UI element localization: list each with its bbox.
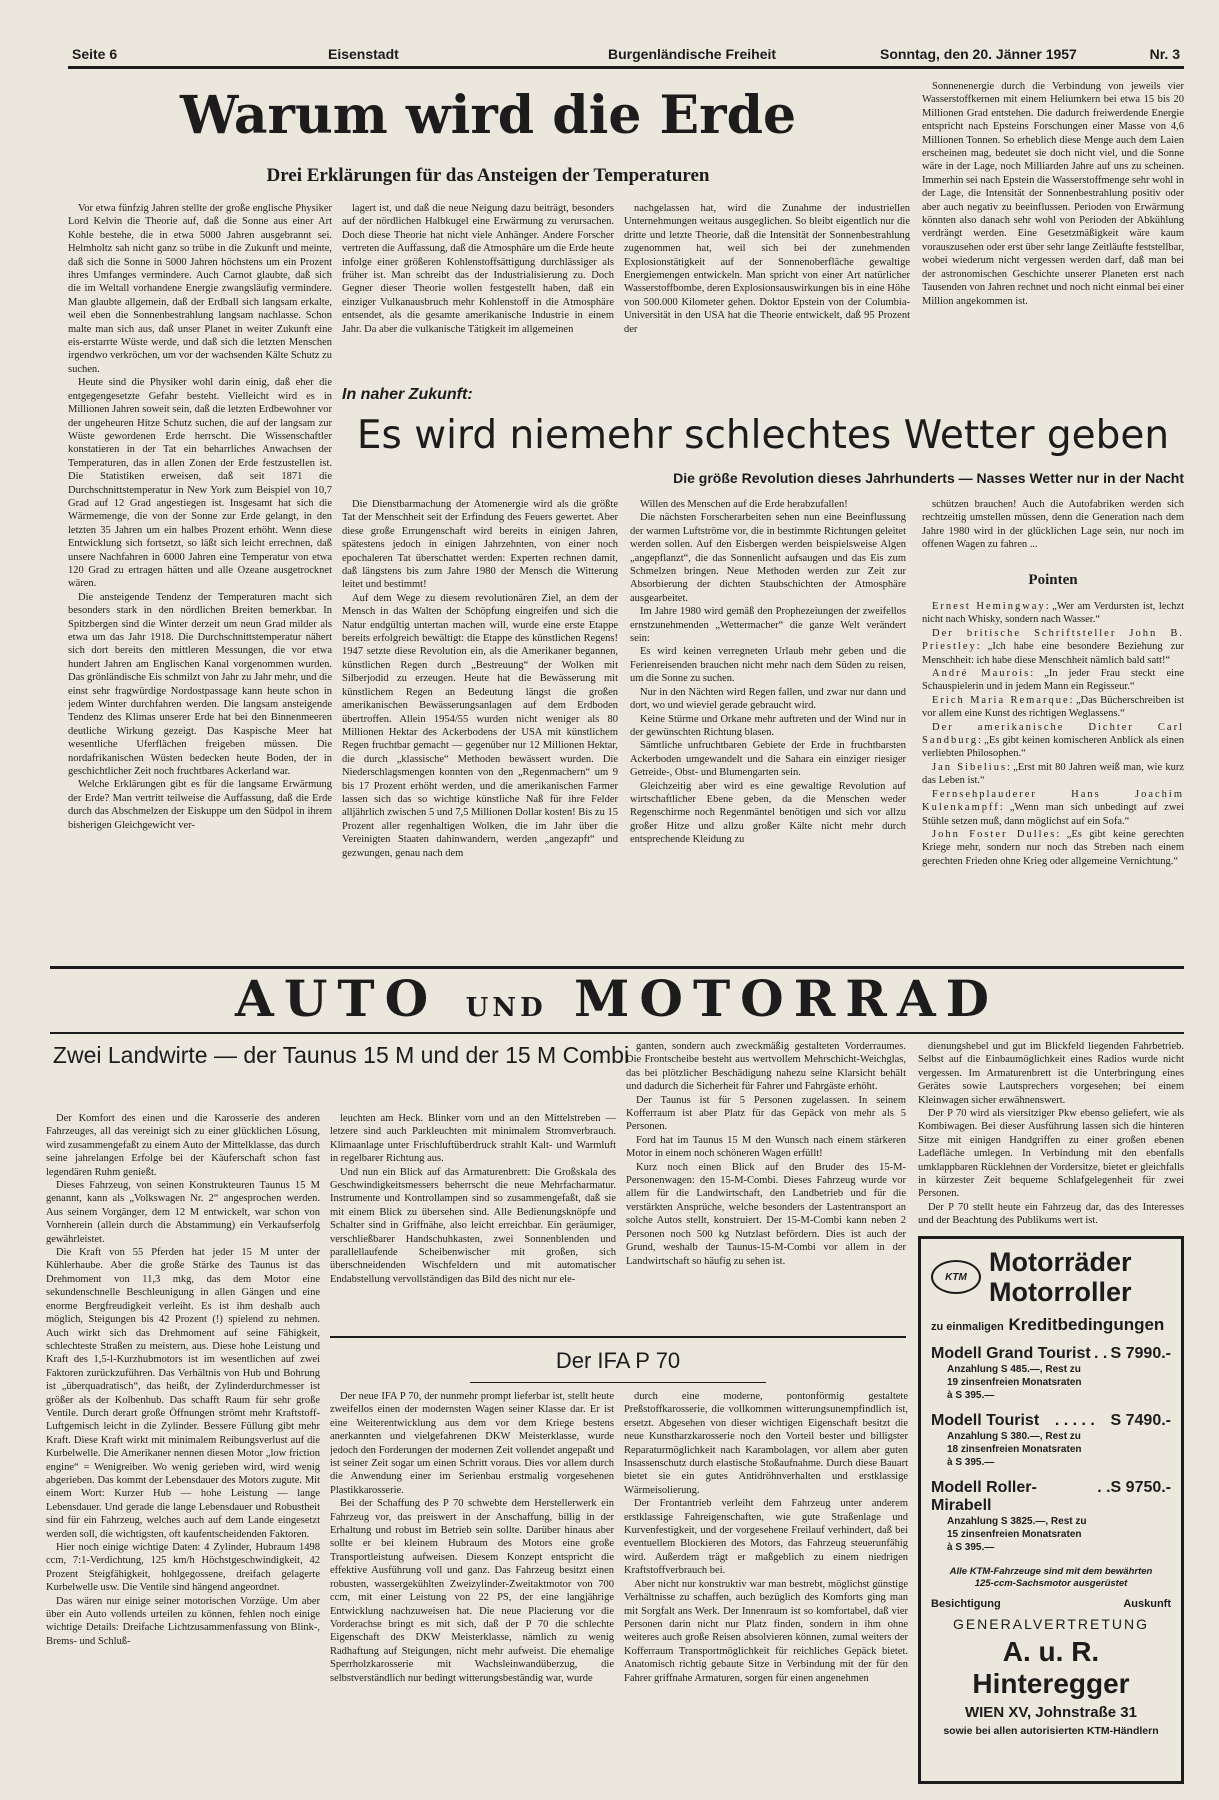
ad-agency: GENERALVERTRETUNG xyxy=(952,1616,1150,1632)
article-subtitle: Drei Erklärungen für das Ansteigen der Temperaturen xyxy=(266,165,710,186)
list-item xyxy=(922,761,1184,788)
quote-author: Der amerikanische Dichter Carl Sandburg xyxy=(922,721,1184,747)
paragraph: Der neue IFA P 70, der nunmehr prompt lieferbar ist, stellt heute zweifellos einen der modernsten Wagen seiner Klasse dar. Er ist eine Weiterentwicklung aus dem vor dem Kriege bestens anerkannten und vielgefahrenen DKW Meisterklasse, wurde jedoch den Forderungen der modernen Zeit vollendet angepaßt und ist seiner Zeit sogar um einen Schritt voraus. Dies vor allem durch die Anwendung einer im Serienbau erstmalig vorgesehenen Plastikkarosserie. xyxy=(330,1391,614,1496)
article-column-1 xyxy=(46,1112,320,1800)
quote-author: John Foster Dulles xyxy=(932,828,1057,840)
model-terms: 15 zinsenfreien Monatsraten xyxy=(947,1529,1082,1540)
paragraph: Vor etwa fünfzig Jahren stellte der große englische Physiker Lord Kelvin die Theorie auf, daß die Sonne aus einer Art Kohle bestehe, die in etwa 5000 Jahren ausgebrannt sei. Helmholtz sah nicht ganz so trübe in die Zukunft und meinte, daß sich die Sonne in 5000 Jahren höchstens um ein Prozent ihres Umfanges vermindere. Auch Carnot glaubte, daß sich die im Weltall vorhandene Energie zwangsläufig vermindere. Man glaubte allgemein, daß der Erdball sich langsam erkalte, weil eben die Sonnenbestrahlung langsam nachlasse. Schon malte man sich aus, daß unser Planet in weiter Zukunft eine eis-erstarrte Wüste werde, und daß sich die letzten Menschen irgendwo verkröchen, um vor der wachsenden Kälte Schutz zu suchen. xyxy=(68,203,332,375)
ad-model xyxy=(931,1345,1171,1402)
paragraph: Auf dem Wege zu diesem revolutionären Ziel, an dem der Mensch in das Walten der Schöpfung eingreifen und sich die Natur endgültig untertan machen will, wurde eine erste Etappe bereits erfolgreich bewältigt: die Etappe des künstlichen Regens! 1947 setzte diese Revolution ein, als die Amerikaner begannen, künstlichen Regen durch „Bestreuung“ der Wolken mit Silberjodid zu erzeugen. Heute hat die Bewässerung mit künstlichem Regen an Bedeutung längst die großen amerikanischen Bewässerungsanlagen auf dem Erdboden übertroffen. Allein 1954/55 wurden nicht weniger als 80 Millionen Hektar des Ackerbodens der USA mit künstlichem Regen fruchtbar gemacht — gegenüber nur 12 Millionen Hektar, die durch „klassische“ Methoden bewässert wurden. Die Niederschlagsmengen konnten von den „Regenmachern“ um 9 bis 17 Prozent erhöht werden, und die amerikanischen Farmer lassen sich das so wichtige künstliche Naß für ihre Felder alljährlich zwischen 5 und 7,5 Millionen Dollar kosten! Bis zu 15 Prozent aller regenhaltigen Wolken, die im Jahr über die Vereinigten Staaten dahinwandern, werden „angezapft“ und gezwungen, genau nach dem xyxy=(342,592,618,859)
article-column-2 xyxy=(342,202,614,374)
paragraph: Ford hat im Taunus 15 M den Wunsch nach einem stärkeren Motor in einem noch schöneren Wagen erfüllt! xyxy=(626,1134,906,1160)
title-underline xyxy=(470,1382,766,1383)
model-dots: . . xyxy=(1097,1479,1111,1496)
quote-author: Ernest Hemingway xyxy=(932,601,1046,612)
paragraph: Und nun ein Blick auf das Armaturenbrett: Die Großskala des Geschwindigkeitsmessers beherrscht die neue Mehrfacharmatur. Instrumente und Kontrollampen sind so zusammengefaßt, daß sie mit einem Blick zu übersehen sind. Alle Bedienungsknöpfe und Schalter sind in Griffnähe, also leicht erreichbar. Ein geräumiger, verschließbarer Handschuhkasten, zwei Sonnenblenden und parallellaufende Scheibenwischer mit großen, sich überschneidenden Wischfeldern und mit automatischer Endabstellung vervollständigen das Bild des nicht nur ele- xyxy=(330,1166,616,1285)
model-price: S 9750.- xyxy=(1110,1479,1172,1496)
article-column-3 xyxy=(626,1040,906,1332)
model-price: S 7490.- xyxy=(1110,1412,1171,1429)
paragraph: Die ansteigende Tendenz der Temperaturen macht sich besonders stark in den nördlichen Breiten bemerkbar. In Spitzbergen sind die Winter derzeit um neun Grad milder als etwa um das Jahr 1918. Die Durchschnittstemperatur nähert sich dort bereits den mittleren Messungen, die vor etwa hundert Jahren am Englischen Kanal vorgenommen wurden. Das grönländische Eis schmilzt von Jahr zu Jahr mehr, und die einst sehr fragwürdige Nordostpassage kann heute schon in jedem Winter durchfahren werden. Die langsam ansteigende Tendenz des Klimas unserer Erde hat bei den Binnenmeeren deutliche Wirkung gezeigt. Das Kaspische Meer hat wesentliche Uferflächen freigeben müssen. Die nordafrikanischen Wüsten bedecken heute Boden, der in geschichtlicher Zeit noch fruchtbares Ackerland war. xyxy=(68,591,332,778)
list-item xyxy=(922,694,1184,721)
pointen-title: Pointen xyxy=(1028,572,1078,588)
quote-author: Jan Sibelius xyxy=(932,761,1008,773)
paper-name: Burgenländische Freiheit xyxy=(608,46,777,62)
quote-author: Der britische Schriftsteller John B. Priestley xyxy=(922,627,1184,653)
credit-text: Kreditbedingungen xyxy=(1008,1315,1165,1334)
article-rule xyxy=(330,1336,906,1338)
paragraph: Heute sind die Physiker wohl darin einig, daß eher die entgegengesetzte Gefahr besteht. Vielleicht wird es in Millionen Jahren soweit sein, daß die letzten Erdbewohner vor der ungeheuren Hitze Schutz suchen, die auf der langsam zur Wüste gewordenen Erde herrscht. Die Wissenschaftler konstatieren in der Tat ein beharrliches Anwachsen der Temperaturen, das in allen Zonen der Erde festzustellen ist. Die Statistiken erweisen, daß seit 1871 die Durchschnittstemperatur in New York zum Beispiel von 10,7 Grad auf 12 Grad angestiegen ist. Insgesamt hat sich die Wärmemenge, die von der Sonne zur Erde gelangt, in den letzten 35 Jahren um ein halbes Prozent erhöht. Wenn diese Entwicklung sich fortsetzt, so läßt sich leicht errechnen, daß unsere Nachfahren in 6000 Jahren eine Temperatur von etwa 120 Grad zu ertragen hätten und alle Ozeane ausgetrocknet wären. xyxy=(68,377,332,590)
quote-text: : „Es gibt keinen komischeren Anblick als einen verliebten Philosophen.“ xyxy=(922,735,1184,760)
pointen-list xyxy=(922,600,1184,964)
paragraph: Welche Erklärungen gibt es für die langsame Erwärmung der Erde? Man vertritt teilweise die Auffassung, daß die Erde durch das Abschmelzen der Eiskuppe um den Südpol in ihrem bisherigen Gleichgewicht ver- xyxy=(68,779,332,831)
page-number: Seite 6 xyxy=(72,46,118,62)
article-column-1 xyxy=(342,498,618,964)
model-price: S 7990.- xyxy=(1110,1345,1171,1362)
article-title: Zwei Landwirte — der Taunus 15 M und der 15 M Combi xyxy=(52,1042,630,1068)
quote-text: : „Ich habe eine besondere Beziehung zur Menschheit: ich habe diese Menschheit nämlich bald satt!“ xyxy=(922,641,1184,666)
ad-address: WIEN XV, Johnstraße 31 xyxy=(964,1704,1137,1721)
model-terms: Anzahlung S 485.—, Rest zu xyxy=(947,1364,1081,1375)
quote-text: : „Es gibt keine gerechten Kriege mehr, sondern nur noch das Streben nach einem gerechten Frieden ohne Krieg oder allgemeine Vernichtung.“ xyxy=(922,828,1184,867)
paragraph: Der P 70 wird als viersitziger Pkw ebenso geliefert, wie als Kombiwagen. Bei dieser Ausführung lassen sich die hinteren Sitze mit einigen Handgriffen zu einer großen ebenen Ladefläche umlegen. In Verbindung mit den ebenfalls umklappbaren Rücklehnen der Vordersitze, bietet er gleichfalls in kürzester Zeit bequeme Schlafgelegenheit für zwei Personen. xyxy=(918,1108,1184,1200)
article-column-2 xyxy=(624,1390,908,1800)
paragraph: Aber nicht nur konstruktiv war man bestrebt, möglichst günstige Verhältnisse zu schaffen, auch bezüglich des Komforts ging man mit Sorgfalt ans Werk. Der Innenraum ist so komfortabel, daß vier Personen darin nicht nur Platz finden, sondern in ihm ohne weiteres auch große Reisen absolvieren können, zumal weiters der Kofferraum Transportmöglichkeit für reichliches Gepäck bietet. Anatomisch richtig gebaute Sitze in Verbindung mit der für den Fahrer griffnahe Armaturen, sorgen für einen angenehmen xyxy=(624,1578,908,1684)
banner-word-auto: AUTO xyxy=(235,970,439,1028)
header-rule xyxy=(68,66,1184,69)
list-item xyxy=(922,667,1184,694)
paragraph: Im Jahre 1980 wird gemäß den Prophezeiungen der zweifellos ernstzunehmenden „Wettermacher“ die ganze Welt verändert sein: xyxy=(630,606,906,645)
ad-visit-line xyxy=(931,1598,1171,1610)
quote-text: : „In jeder Frau steckt eine Schauspielerin und in jedem Mann ein Regisseur.“ xyxy=(922,668,1184,693)
ad-header xyxy=(931,1247,1171,1307)
article-title: Es wird niemehr schlechtes Wetter geben xyxy=(356,413,1170,458)
paragraph: lagert ist, und daß die neue Neigung dazu beiträgt, besonders auf der nördlichen Halbkugel eine Erwärmung zu verursachen. Doch diese Theorie hat nicht viele Anhänger. Andere Forscher vertreten die Auffassung, daß die Atmosphäre um die Erde heute infolge einer größeren Kohlenstoffsättigung durchlässiger als früher ist. Man schreibt das der Industrialisierung zu. Doch Gegner dieser Theorie wollen festgestellt haben, daß ein einziger Vulkanausbruch mehr Kohlenstoff in die Atmosphäre entsendet, als die gesamte amerikanische Industrie in einem Jahr. Da aber die vulkanische Tätigkeit im allgemeinen xyxy=(342,203,614,335)
article-column-3 xyxy=(922,498,1184,564)
ad-note xyxy=(931,1566,1171,1590)
article-title: Warum wird die Erde xyxy=(179,85,797,146)
paragraph: nachgelassen hat, wird die Zunahme der industriellen Unternehmungen weitaus ausgeglichen. So bleibt eigentlich nur die dritte und letzte Theorie, daß die Intensität der Sonnenbestrahlung zugenommen hat, weil sich bei der zunehmenden Explosionstätigkeit auf der Sonnenoberfläche gewaltige Energiemengen entwickeln. Man spricht von einer Art natürlicher Wasserstoffbombe, deren Explosionsauswirkungen bis in eine Höhe von 500.000 Kilometer gehen. Doktor Epstein von der Columbia-Universität in den USA hat die Theorie entwickelt, daß 95 Prozent der xyxy=(624,203,910,335)
ktm-logo-icon: KTM xyxy=(931,1260,981,1294)
paragraph: Dieses Fahrzeug, von seinen Konstrukteuren Taunus 15 M genannt, kann als „Volkswagen Nr. 2“ angesprochen werden. Aus seinem Vorgänger, dem 12 M entwickelt, war schon von Vornherein (allein durch die Abstammung) ein Verkaufserfolg gewährleistet. xyxy=(46,1180,320,1245)
list-item xyxy=(922,721,1184,761)
ad-dealers: sowie bei allen autorisierten KTM-Händlern xyxy=(943,1725,1159,1737)
model-terms: Anzahlung S 380.—, Rest zu xyxy=(947,1431,1081,1442)
list-item xyxy=(922,600,1184,627)
paragraph: ganten, sondern auch zweckmäßig gestalteten Vorderraumes. Die Frontscheibe besteht aus wertvollem Mehrschicht-Weichglas, das bei plötzlicher Beschädigung nahezu seine Klarsicht behält und dadurch die Sicherheit für Fahrer und Fahrgäste erhöht. xyxy=(626,1041,906,1093)
model-dots: . . . . . xyxy=(1054,1412,1095,1429)
paragraph: Die nächsten Forscherarbeiten sehen nun eine Beeinflussung der warmen Luftströme vor, die in bestimmte Richtungen geleitet werden sollen. Auf den Eisbergen werden beispielsweise Algen „angepflanzt“, die das Sonnenlicht aufsaugen und das Eis zum Schmelzen bringen. Neue Methoden werden zur Zeit zur Absorbierung der dichten Staubschichten der Atmosphäre ausgearbeitet. xyxy=(630,512,906,604)
article-column-1 xyxy=(68,202,332,962)
credit-prefix: zu einmaligen xyxy=(931,1321,1004,1333)
paragraph: Der Taunus ist für 5 Personen zugelassen. In seinem Kofferraum ist aber Platz für das Gepäck von mehr als 5 Personen. xyxy=(626,1094,906,1133)
article-column-4 xyxy=(918,1040,1184,1230)
paragraph: Es wird keinen verregneten Urlaub mehr geben und die Ferienreisenden brauchen nicht mehr nach dem Süden zu reisen, um die Sonne zu suchen. xyxy=(630,646,906,685)
paragraph: Nur in den Nächten wird Regen fallen, und zwar nur dann und dort, wo und wieviel gerade gebraucht wird. xyxy=(630,686,906,712)
paragraph: Hier noch einige wichtige Daten: 4 Zylinder, Hubraum 1498 ccm, 7:1-Verdichtung, 125 km/h Höchstgeschwindigkeit, 42 Prozent Steigfähigkeit, hohlgegossene, dreifach gelagerte Kurbelwelle usw. Die Ventile sind hängend angeordnet. xyxy=(46,1542,320,1594)
paragraph: Die Dienstbarmachung der Atomenergie wird als die größte Tat der Menschheit seit der Erfindung des Feuers gewertet. Aber diese große Errungenschaft wird bereits in einigen Jahren, spätestens jedoch in einigen Jahrzehnten, von einer noch epochaleren Tat überschattet werden: Experten rechnen damit, daß längstens bis zum Jahre 1980 der Mensch die Witterung leitet und bestimmt! xyxy=(342,499,618,591)
quote-text: : „Wenn man sich unbedingt auf zwei Stühle setzen muß, dann möglichst auf ein Sofa.“ xyxy=(922,802,1184,827)
paragraph: dienungshebel und gut im Blickfeld liegenden Fahrbetrieb. Selbst auf die Einbaumöglichkeit eines Radios wurde nicht vergessen. Im Armaturenbrett ist die Unterbringung eines Gerätes sowie Lautsprechers vorgesehen; bei einem Kleinwagen sicher erwähnenswert. xyxy=(918,1041,1184,1106)
paragraph: Bei der Schaffung des P 70 schwebte dem Herstellerwerk ein Fahrzeug vor, das preiswert in der Anschaffung, billig in der Erhaltung und robust im Betrieb sein sollte. Darüber hinaus aber sollte er bei kleinem Hubraum des Motors eine große Transportleistung aufweisen. Diesem Konzept entspricht die effektive Ausführung voll und ganz. Das Fahrzeug besitzt einen robusten, wassergekühlten Zweizylinder-Zweitaktmotor von 700 ccm, mit einer Leistung von 22 PS, der eine langjährige Entwicklung nachzuweisen hat. Die neue Placierung vor die Vorderachse bringt es mit sich, daß der P 70 die schlechte Eigenschaft des DKW Meisterklasse, nämlich zu wenig Radhaftung auf Steigungen, nicht mehr aufweist. Die ehemalige Sperrholzkarosserie mit Wachsleinwandüberzug, die selbstverständlich nur bedingt witterungsbeständig war, wurde xyxy=(330,1498,614,1684)
model-dots: . . xyxy=(1093,1345,1108,1362)
model-terms: 18 zinsenfreien Monatsraten xyxy=(947,1444,1082,1455)
article-column-3 xyxy=(624,202,910,374)
quote-text: : „Wer am Verdursten ist, lechzt nicht nach Whisky, sondern nach Wasser.“ xyxy=(922,601,1184,626)
section-rule xyxy=(50,1032,1184,1034)
model-terms: 19 zinsenfreien Monatsraten xyxy=(947,1377,1082,1388)
model-name: Modell Grand Tourist xyxy=(931,1345,1091,1362)
paragraph: schützen brauchen! Auch die Autofabriken werden sich rechtzeitig umstellen müssen, denn die Generation nach dem Jahre 1980 wird in der glücklichen Lage sein, nur noch im offenen Wagen zu fahren ... xyxy=(922,499,1184,551)
section-banner xyxy=(50,970,1184,1030)
article-subtitle: Die größe Revolution dieses Jahrhunderts — Nasses Wetter nur in der Nacht xyxy=(673,470,1184,486)
paragraph: Kurz noch einen Blick auf den Bruder des 15-M-Personenwagen: den 15-M-Combi. Dieses Fahrzeug wurde vor allem für die Landwirtschaft, den Landbetrieb und für die verstärkten Ansprüche, welche besonders der Lastentransport an solche Autos stellt, konstruiert. Der 15-M-Combi kann neben 2 Personen noch 500 kg Nutzlast befördern. Dies ist auch der Grund, weshalb der Taunus-15-M-Combi vor allem in der Landwirtschaft so häufig zu sehen ist. xyxy=(626,1161,906,1267)
paragraph: Der Komfort des einen und die Karosserie des anderen Fahrzeuges, all das vereinigt sich zu einer glücklichen Lösung, wird zusammengefaßt zu einem Auto der Mittelklasse, das durch seine jahrelangen Erfolge bei der Käuferschaft schon fast legendären Ruhm genießt. xyxy=(46,1113,320,1178)
paragraph: Das wären nur einige seiner motorischen Vorzüge. Um aber über ein Auto vollends urteilen zu können, fehlen noch einige wichtige Details: Dreifache Lichtzusammenfassung von Blink-, Brems- und Schluß- xyxy=(46,1595,320,1647)
article-column-4 xyxy=(922,80,1184,380)
paragraph: Sonnenenergie durch die Verbindung von jeweils vier Wasserstoffkernen mit einem Heliumkern bei etwa 15 bis 20 Millionen Grad entstehen. Die dadurch freiwerdende Energie entspricht nach Epsteins Forschungen einer Masse von 4,6 Millionen Tonnen. So erheblich diese Menge auch dem Laien erscheinen mag, bedeutet sie doch nicht viel, und die Sonne wäre in der Lage, noch Milliarden Jahre auf uns zu scheinen. Immerhin sei nach Epstein die Wasserstoffmenge sehr wohl in der Lage, die Intensität der Sonnenbestrahlung positiv oder aber auch negativ zu beeinflussen. Perioden von Erwärmung könnten also danach sehr wohl von Perioden der Abkühlung verdrängt werden. Eine Gesetzmäßigkeit wäre kaum vorauszusehen oder erst über sehr lange Zeitläufte feststellbar, wobei wiederum nicht vergessen werden darf, daß man bei der astronomischen Geschichte unserer Planeten erst nach Tausenden von Jahren rechnet und noch nicht einmal bei einer Million angekommen ist. xyxy=(922,81,1184,307)
article-column-2 xyxy=(630,498,906,964)
model-terms: à S 395.— xyxy=(947,1542,995,1553)
paragraph: Willen des Menschen auf die Erde herabzufallen! xyxy=(640,499,848,510)
article-kicker: In naher Zukunft: xyxy=(342,386,473,403)
article-column-2 xyxy=(330,1112,616,1332)
ktm-advertisement xyxy=(918,1236,1184,1784)
paragraph: Der P 70 stellt heute ein Fahrzeug dar, das des Interesses und der Beachtung des Publikums wert ist. xyxy=(918,1201,1184,1227)
ad-model xyxy=(931,1479,1171,1554)
quote-author: André Maurois xyxy=(932,668,1031,680)
quote-author: Erich Maria Remarque xyxy=(932,694,1070,706)
list-item xyxy=(922,828,1184,868)
list-item xyxy=(922,627,1184,667)
model-terms: à S 395.— xyxy=(947,1390,995,1401)
paragraph: Gleichzeitig aber wird es eine gewaltige Revolution auf wirtschaftlicher Ebene geben, da die Menschen weder Regenschirme noch Regenmäntel benötigen und sich vor allzu großer Hitze und allzu großer Kälte nicht mehr durch entsprechende Kleidung zu xyxy=(630,780,906,846)
article-title: Der IFA P 70 xyxy=(555,1348,681,1373)
list-item xyxy=(922,788,1184,828)
issue-number: Nr. 3 xyxy=(1149,46,1180,62)
model-terms: Anzahlung S 3825.—, Rest zu xyxy=(947,1516,1087,1527)
quote-text: : „Erst mit 80 Jahren weiß man, wie kurz das Leben ist.“ xyxy=(922,761,1184,787)
ad-titles xyxy=(989,1247,1132,1307)
ad-note-line: Alle KTM-Fahrzeuge sind mit dem bewährten xyxy=(949,1566,1153,1577)
paragraph: Der Frontantrieb verleiht dem Fahrzeug unter anderem erstklassige Fahreigenschaften, wie gute Straßenlage und Kurvenfestigkeit, und der vorgesehene Freilauf verhindert, daß bei eventuellem Blockieren des Motors, das Fahrzeug steuerunfähig wird. Außerdem trägt er maßgeblich zu einem niedrigen Kraftstoffverbrauch bei. xyxy=(624,1498,908,1577)
quote-author: Fernsehplauderer Hans Joachim Kulenkampff xyxy=(922,788,1184,814)
ad-credit-line xyxy=(931,1315,1171,1335)
ad-company: A. u. R. Hinteregger xyxy=(972,1636,1130,1699)
banner-word-motorrad: MOTORRAD xyxy=(574,970,999,1028)
paragraph: leuchten am Heck. Blinker vorn und an den Mittelstreben — letzere sind auch Parkleuchten mit minimalem Stromverbrauch. Klimaanlage unter Frischluftüberdruck strahlt Kalt- und Warmluft in regelbarer Richtung aus. xyxy=(330,1113,616,1165)
model-name: Modell Tourist xyxy=(931,1412,1040,1429)
paragraph: durch eine moderne, pontonförmig gestaltete Preßstoffkarosserie, die vollkommen witterungsunempfindlich ist, ersetzt. Abgesehen von dieser wichtigen Eigenschaft besitzt die neue Kunstharzkarosserie noch den Vorteil bester und billigster Reparaturmöglichkeit nach Karambolagen, vor allem aber guten Insassenschutz durch elastische Stoßaufnahme. Durch diese Bauart bietet sie ein gutes Antidröhnverhalten und erstklassige Wärmeisolierung. xyxy=(624,1391,908,1496)
model-name: Modell Roller-Mirabell xyxy=(931,1479,1037,1514)
model-terms: à S 395.— xyxy=(947,1457,995,1468)
section-rule xyxy=(50,966,1184,969)
ad-visit: Besichtigung xyxy=(931,1598,1001,1610)
article-column-1 xyxy=(330,1390,614,1800)
paragraph: Keine Stürme und Orkane mehr auftreten und der Wind nur in der gewünschten Richtung blasen. xyxy=(630,713,906,738)
issue-date: Sonntag, den 20. Jänner 1957 xyxy=(880,46,1077,62)
page-place: Eisenstadt xyxy=(328,46,399,62)
ad-note-line: 125-ccm-Sachsmotor ausgerüstet xyxy=(974,1578,1128,1589)
ad-model xyxy=(931,1412,1171,1469)
paragraph: Sämtliche unfruchtbaren Gebiete der Erde in fruchtbarsten Ackerboden umgewandelt und die Sahara ein einziger riesiger Getreide-, Obst- und Blumengarten sein. xyxy=(630,740,906,779)
banner-word-und: UND xyxy=(465,993,547,1023)
ad-title-motorraeder: Motorräder xyxy=(989,1247,1132,1277)
ad-title-motorroller: Motorroller xyxy=(989,1277,1132,1307)
ad-info: Auskunft xyxy=(1123,1598,1171,1610)
page-header xyxy=(68,42,1184,66)
quote-text: : „Das Bücherschreiben ist vor allem eine Kunst des richtigen Weglassens.“ xyxy=(922,694,1184,720)
paragraph: Die Kraft von 55 Pferden hat jeder 15 M unter der Kühlerhaube. Aber die große Stärke des Taunus ist das Drehmoment von 11,3 mkg, das dem Motor eine sekundenschnelle Beschleunigung in allen Gängen und eine enorme Bergfreudigkeit verleiht. Es ist ihm deshalb auch möglich, Steigungen bis 42 Prozent (!) spielend zu nehmen. Auch wirkt sich das Drehmoment auf seine Fähigkeit, schlechteste Straßen zu meistern, aus. Diese hohe Leistung und Kraft des 1,5-l-Kurzhubmotors ist im wesentlichen auf zwei Faktoren zurückzuführen. Das Verhältnis von Hub und Bohrung ist „überquadratisch“, das heißt, der Zylinderdurchmesser ist größer als der Kolbenhub. Das schafft Raum für sehr große Ventile. Durch derart große Öffnungen strömt mehr Kraftstoff-Luftgemisch leicht in die Zylinder. Bessere Füllung gibt mehr Kraft. Diese Kraft wirkt mit minimalem Reibungsverlust auf die Kurbelwelle. Die Amerikaner nennen diesen Motor „low friction engine“ = Wenigreiber. Wo wenig gerieben wird, wird wenig abgerieben. Das kommt der Lebensdauer des Motors zugute. Mit einem Wort: Kurzer Hub — hohe Leistung — lange Lebensdauer. Und gerade die lange Lebensdauer und Robustheit sind für ein Fahrzeug, welches auch auf dem Lande eingesetzt werden soll, die wichtigsten, oft kaufentscheidenden Faktoren. xyxy=(46,1247,320,1540)
